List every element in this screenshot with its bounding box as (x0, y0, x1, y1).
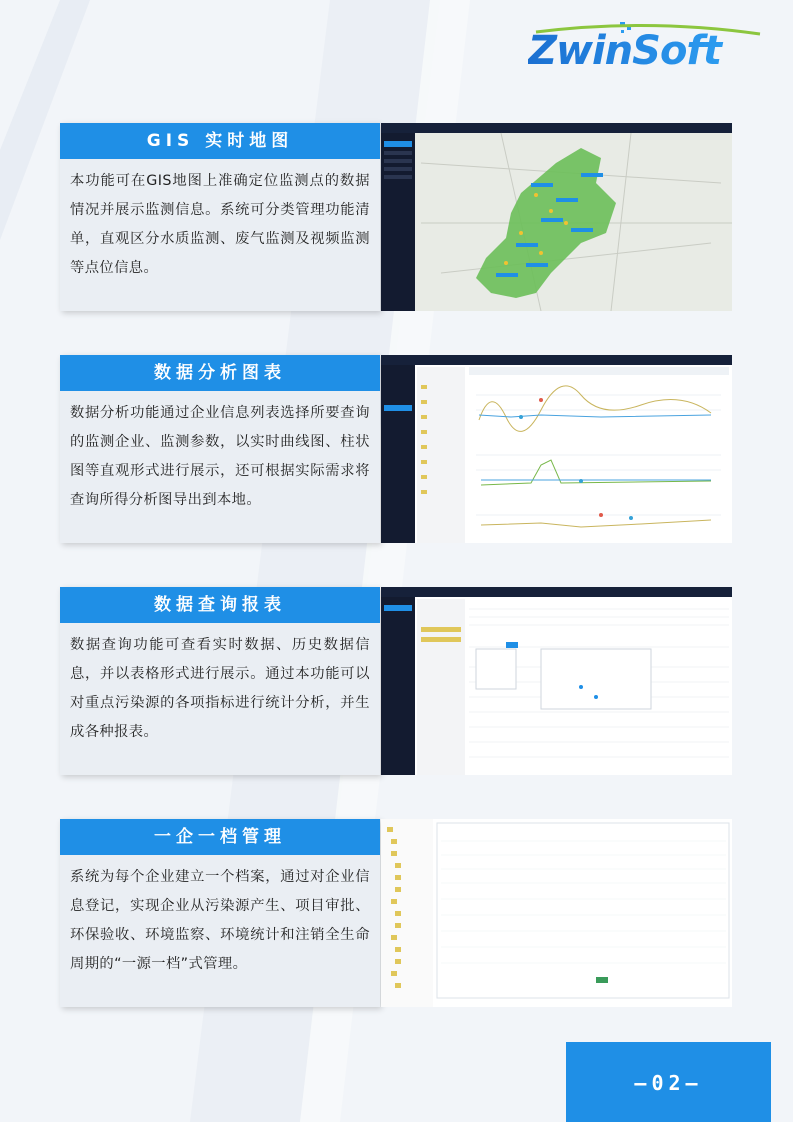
section-title: 数据查询报表 (60, 587, 380, 623)
feature-panel (60, 123, 380, 311)
analysis-chart-screenshot (381, 355, 732, 543)
page-number-box (566, 1042, 771, 1122)
zwinsoft-logo (528, 20, 768, 78)
section-title: 一企一档管理 (60, 819, 380, 855)
page-number: —02— (634, 1071, 703, 1095)
gis-map-screenshot (381, 123, 732, 311)
svg-text:ZwinSoft: ZwinSoft (528, 28, 721, 74)
section-description: 本功能可在GIS地图上准确定位监测点的数据情况并展示监测信息。系统可分类管理功能清单，直观区分水质监测、废气监测及视频监测等点位信息。 (70, 173, 370, 276)
section-gis (60, 123, 732, 311)
feature-panel (60, 355, 380, 543)
section-analysis (60, 355, 732, 543)
section-description: 数据分析功能通过企业信息列表选择所要查询的监测企业、监测参数，以实时曲线图、柱状图等直观形式进行展示，还可根据实际需求将查询所得分析图导出到本地。 (70, 405, 370, 508)
feature-panel (60, 587, 380, 775)
section-query (60, 587, 732, 775)
section-title: GIS 实时地图 (60, 123, 380, 159)
section-description: 数据查询功能可查看实时数据、历史数据信息，并以表格形式进行展示。通过本功能可以对重点污染源的各项指标进行统计分析，并生成各种报表。 (70, 637, 370, 740)
query-report-screenshot (381, 587, 732, 775)
enterprise-archive-screenshot (381, 819, 732, 1007)
section-archive (60, 819, 732, 1007)
section-description: 系统为每个企业建立一个档案，通过对企业信息登记，实现企业从污染源产生、项目审批、环保验收、环境监察、环境统计和注销全生命周期的“一源一档”式管理。 (70, 869, 370, 972)
section-title: 数据分析图表 (60, 355, 380, 391)
feature-panel (60, 819, 380, 1007)
